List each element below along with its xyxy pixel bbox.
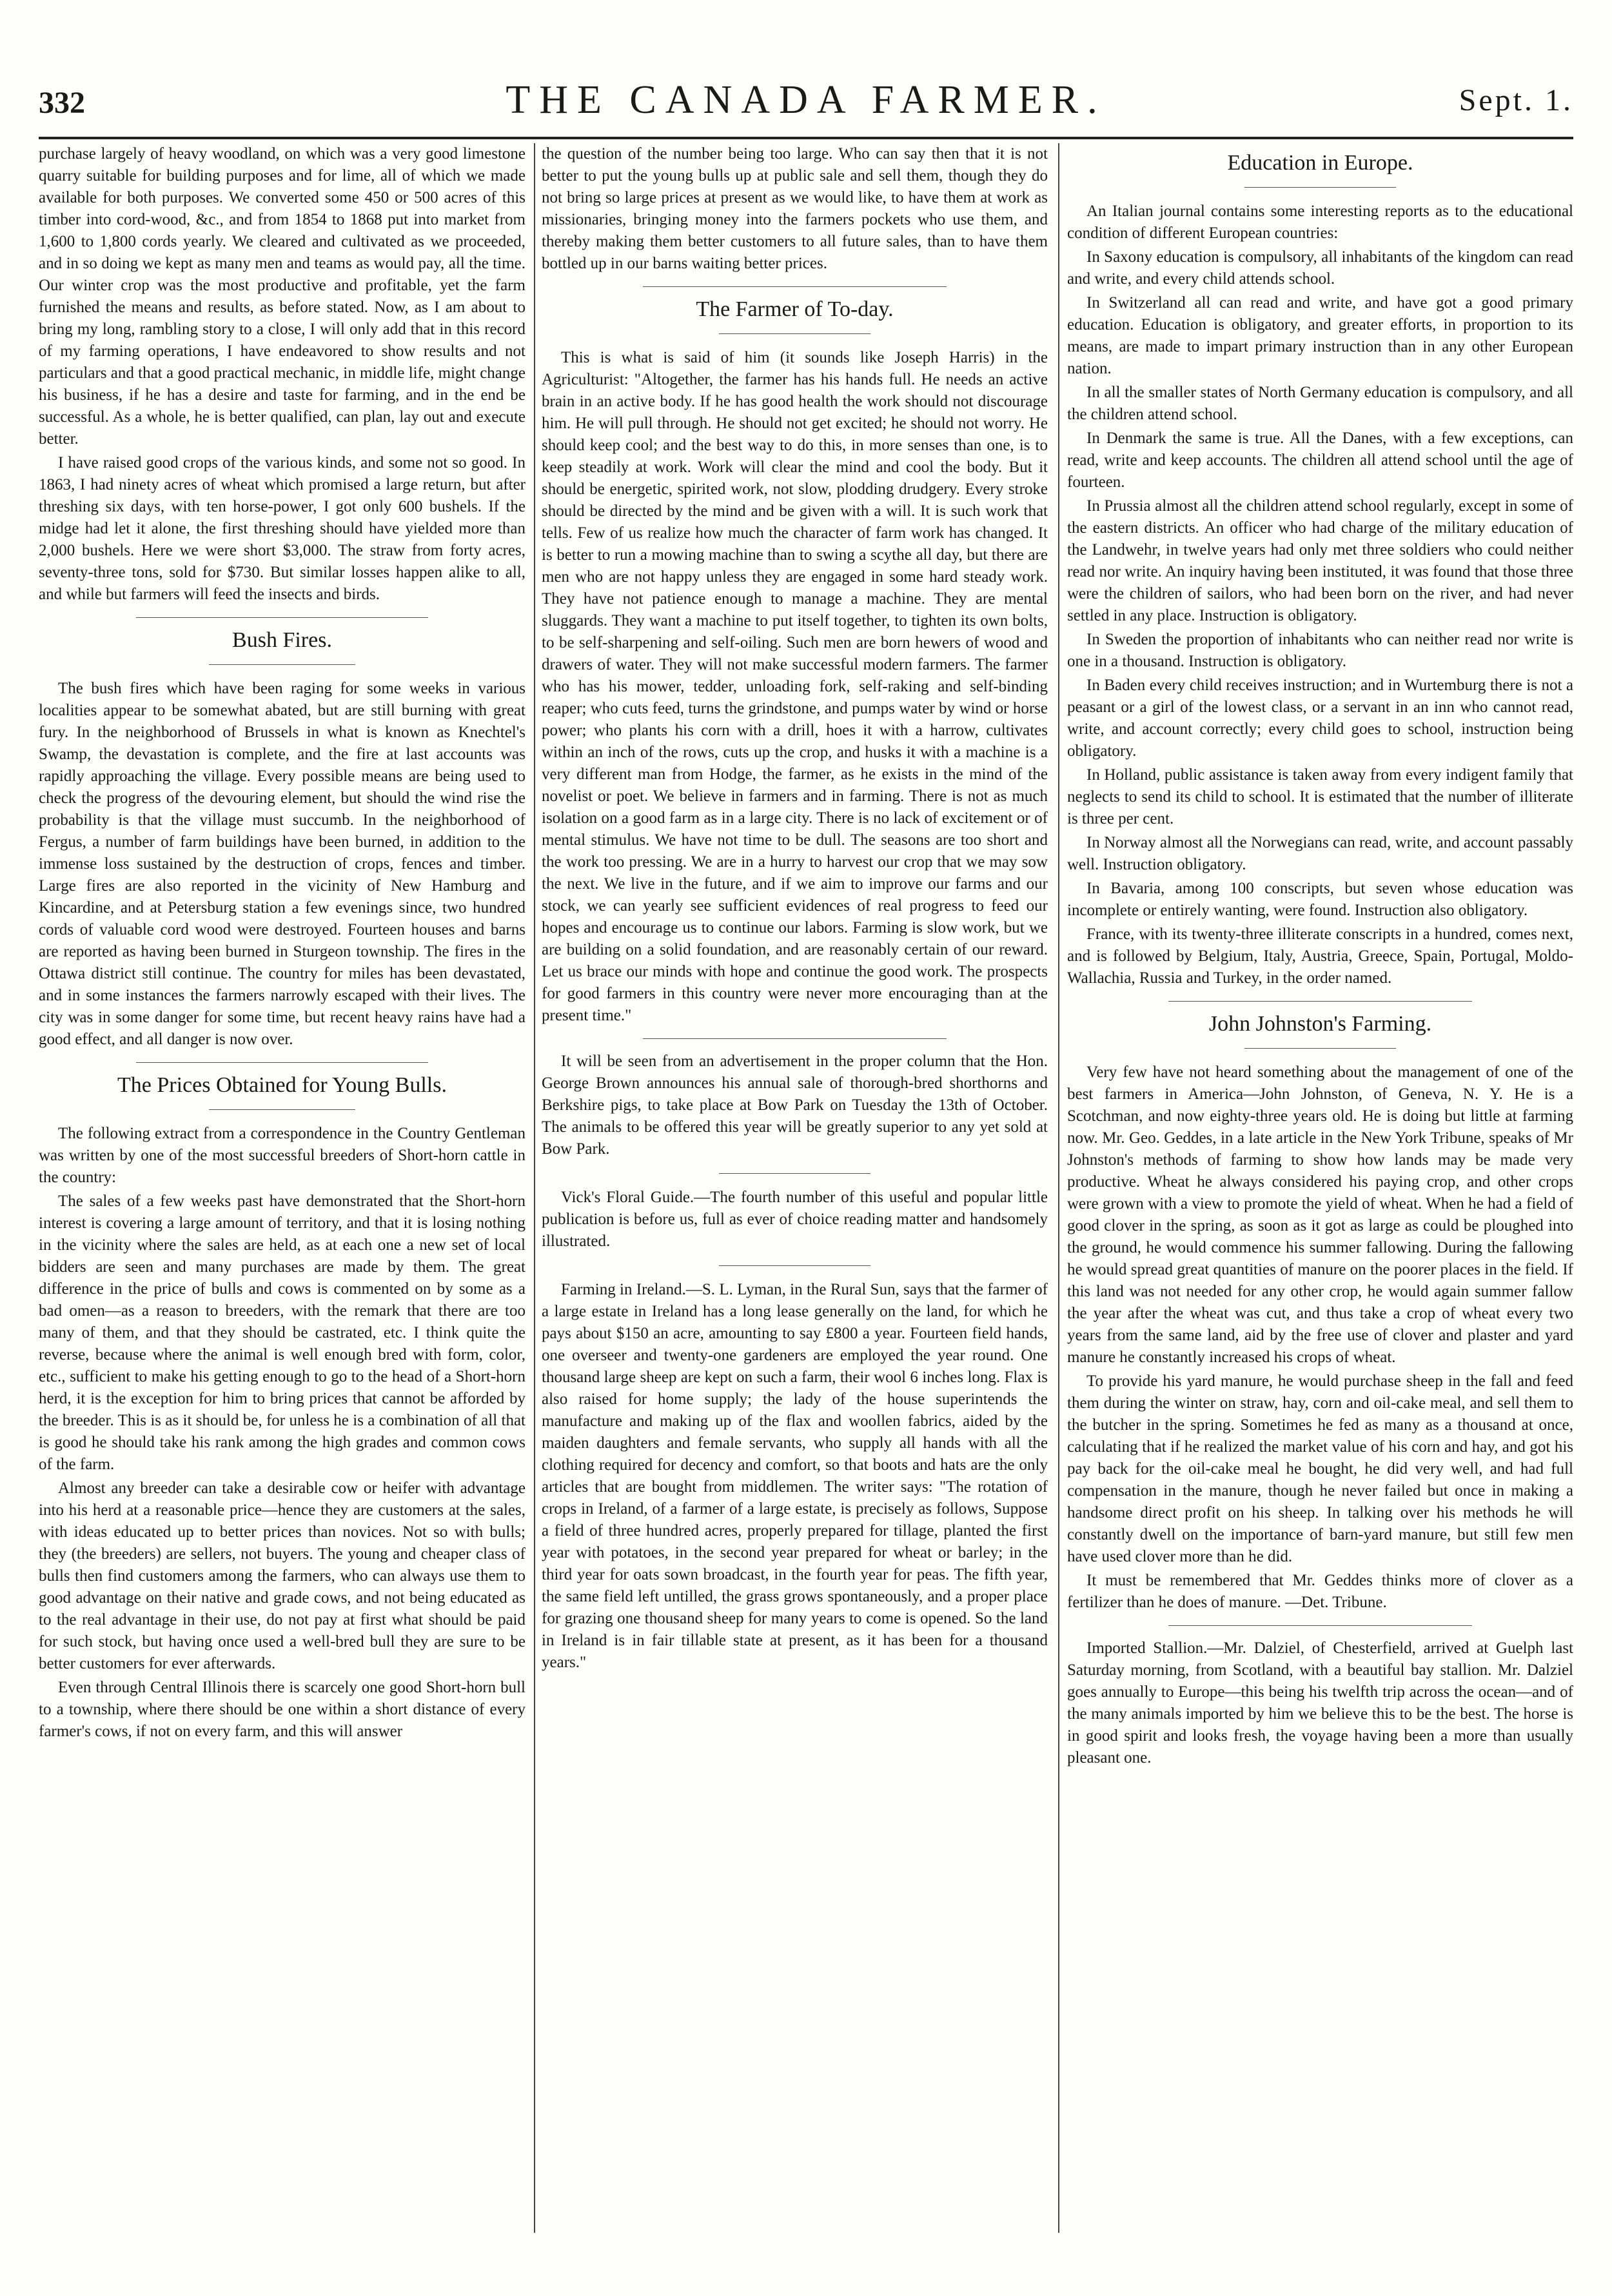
article-paragraph: In Bavaria, among 100 conscripts, but seven whose education was incomplete or entirely wanting, were found. Instruction also obligatory. <box>1067 880 1573 919</box>
header-rule <box>39 137 1573 139</box>
article-divider <box>136 1062 428 1063</box>
article-paragraph: France, with its twenty-three illiterate conscripts in a hundred, comes next, and is followed by Belgium, Italy, Austria, Greece, Spain, Portugal, Moldo-Wallachia, Russia and Turkey, in the order named. <box>1067 925 1573 987</box>
article-paragraph: In all the smaller states of North Germany education is compulsory, and all the children attend school. <box>1067 384 1573 423</box>
article-paragraph: In Norway almost all the Norwegians can read, write, and account passably well. Instruction obligatory. <box>1067 834 1573 873</box>
headline-farmer-of-today: The Farmer of To-day. <box>696 297 894 321</box>
page-number: 332 <box>39 86 85 120</box>
headline-education-in-europe: Education in Europe. <box>1227 151 1413 175</box>
article-paragraph: In Denmark the same is true. All the Danes, with a few exceptions, can read, write and keep accounts. The children all attend school until the age of fourteen. <box>1067 430 1573 491</box>
article-paragraph: The bush fires which have been raging for some weeks in various localities appear to be somewhat abated, but are still burning with great fury. In the neighborhood of Brussels in what is known as Knechtel's Swamp, the devastation is complete, and the fire at last accounts was rapidly approaching the village. Every possible means are being used to check the progress of the devouring element, but should the wind rise the probability is that the village must succumb. In the neighborhood of Fergus, a number of farm buildings have been burned, in addition to the immense loss sustained by the destruction of crops, fences and timber. Large fires are also reported in the vicinity of New Hamburg and Kincardine, and at Petersburg station a few evenings since, two hundred cords of valuable cord wood were destroyed. Fourteen houses and barns are reported as having been burned in Sturgeon township. The fires in the Ottawa district still continue. The country for miles has been devastated, and in some instances the farmers narrowly escaped with their lives. The city was in some danger for some time, but recent heavy rains have had a good effect, and all danger is now over. <box>39 680 526 1048</box>
column-rule <box>534 143 535 2233</box>
article-paragraph: This is what is said of him (it sounds like Joseph Harris) in the Agriculturist: "Altogether, the farmer has his hands full. He needs an active brain in an active body. If he has good health the work should not discourage him. He will pull through. He should not get excited; he should not worry. He should keep cool; and the best way to do this, in more senses than one, is to keep steadily at work. Work will clear the mind and cool the body. But it should be energetic, spirited work, not slow, plodding drudgery. Every stroke should be directed by the mind and be given with a will. It is such work that tells. Few of us realize how much the character of farm work has changed. It is better to run a mowing machine than to swing a scythe all day, but there are men who are not happy unless they are engaged in some hard steady work. They have not patience enough to manage a machine. They are mental sluggards. They want a machine to put itself together, to tighten its own bolts, to be self-sharpening and self-oiling. Such men are born hewers of wood and drawers of water. They will not make successful modern farmers. The farmer who has his mower, tedder, unloading fork, self-raking and self-binding reaper; who cuts feed, turns the grindstone, and pumps water by wind or horse power; who plants his corn with a drill, hoes it with a harrow, cultivates within an inch of the rows, cuts up the crop, and husks it with a machine is a very different man from Hodge, the farmer, as he exists in the mind of the novelist or poet. We believe in farmers and in farming. There is not as much isolation on a good farm as in a large city. There is no lack of excitement or of mental stimulus. We have not time to be dull. The seasons are too short and the work too pressing. We are in a hurry to harvest our crop that we may sow the next. We live in the future, and if we aim to improve our farms and our stock, we can yearly see sufficient evidences of real progress to feed our hopes and encourage us to continue our labors. Farming is slow work, but we are building on a solid foundation, and are reasonably certain of our reward. Let us brace our minds with hope and continue the good work. The prospects for good farmers in this country were never more encouraging than at the present time." <box>542 349 1048 1024</box>
article-paragraph: the question of the number being too large. Who can say then that it is not better to put the young bulls up at public sale and sell them, though they do not bring so large prices at present as we would like, to have them at work as missionaries, bringing money into the farmers pockets who use them, and thereby making them better customers to all future sales, than to have them bottled up in our barns waiting better prices. <box>542 145 1048 272</box>
note-paragraph: Farming in Ireland.—S. L. Lyman, in the Rural Sun, says that the farmer of a large estate in Ireland has a long lease generally on the land, for which he pays about $150 an acre, amounting to say £800 a year. Fourteen field hands, one overseer and twenty-one gardeners are employed the year round. One thousand large sheep are kept on such a farm, their wool 6 inches long. Flax is also raised for home supply; the lady of the house superintends the manufacture and making up of the flax and woollen fabrics, aided by the maiden daughters and female servants, who supply all hands with all the clothing required for decency and comfort, so that boots and hats are the only articles that are bought from middlemen. The writer says: "The rotation of crops in Ireland, of a farmer of a large estate, is precisely as follows, Suppose a field of three hundred acres, properly prepared for tillage, planted the first year with potatoes, in the second year prepared for wheat or barley; in the third year for oats sown broadcast, in the fourth year for peas. The fifth year, the same field left untilled, the grass grows spontaneously, and a proper place for grazing one thousand sheep for many years to come is opened. So the land in Ireland is in fair tillable state at present, as it has been for a thousand years." <box>542 1281 1048 1671</box>
note-paragraph: It will be seen from an advertisement in the proper column that the Hon. George Brown announces his annual sale of thorough-bred shorthorns and Berkshire pigs, to take place at Bow Park on Tuesday the 13th of October. The animals to be offered this year will be greatly superior to any yet sold at Bow Park. <box>542 1053 1048 1158</box>
title-rule <box>209 664 355 665</box>
headline-young-bulls: The Prices Obtained for Young Bulls. <box>117 1073 447 1097</box>
article-paragraph: The following extract from a correspondence in the Country Gentleman was written by one of the most successful breeders of Short-horn cattle in the country: <box>39 1125 526 1186</box>
article-paragraph: purchase largely of heavy woodland, on which was a very good limestone quarry suitable for building purposes and for lime, all of which we made available for both purposes. We converted some 450 or 500 acres of this timber into cord-wood, &c., and from 1854 to 1868 put into market from 1,600 to 1,800 cords yearly. We cleared and cultivated as we proceeded, and in so doing we kept as many men and teams as would pay, all the time. Our winter crop was the most productive and profitable, yet the farm furnished the means and results, as before stated. Now, as I am about to bring my long, rambling story to a close, I will only add that in this record of my farming operations, I have endeavored to show results and not particulars and that a good practical mechanic, in middle life, might change his business, if he has a desire and taste for farming, and in the end be successful. As a whole, he is better qualified, can plan, lay out and execute better. <box>39 145 526 448</box>
title-rule <box>209 1109 355 1110</box>
article-divider <box>1168 1001 1472 1002</box>
article-paragraph: Almost any breeder can take a desirable cow or heifer with advantage into his herd at a reasonable price—hence they are customers at the sales, with ideas educated up to better prices than novices. Not so with bulls; they (the breeders) are sellers, not buyers. The young and cheaper class of bulls then find customers among the farmers, who can always use them to good advantage on their native and grade cows, and not being educated as to the real advantage in their use, do not pay at first what should be paid for such stock, but having once used a well-bred bull they are sure to be better customers for ever afterwards. <box>39 1480 526 1672</box>
article-paragraph: An Italian journal contains some interesting reports as to the educational condition of different European countries: <box>1067 203 1573 242</box>
column-rule <box>1058 143 1059 2233</box>
article-paragraph: In Switzerland all can read and write, and have got a good primary education. Education is obligatory, and greater efforts, in proportion to its means, are made to impart primary instruction than in any other European nation. <box>1067 294 1573 377</box>
article-paragraph: In Sweden the proportion of inhabitants who can neither read nor write is one in a thousand. Instruction is obligatory. <box>1067 631 1573 670</box>
article-divider <box>1168 1625 1472 1626</box>
title-rule <box>719 333 871 334</box>
article-paragraph: In Saxony education is compulsory, all inhabitants of the kingdom can read and write, and every child attends school. <box>1067 248 1573 288</box>
note-divider <box>719 1173 871 1174</box>
article-paragraph: In Holland, public assistance is taken away from every indigent family that neglects to send its child to school. It is estimated that the number of illiterate is three per cent. <box>1067 766 1573 827</box>
article-paragraph: Very few have not heard something about the management of one of the best farmers in America—John Johnston, of Geneva, N. Y. He is a Scotchman, and now eighty-three years old. He is doing but little at farming now. Mr. Geo. Geddes, in a late article in the New York Tribune, speaks of Mr Johnston's methods of farming to show how lands may be made very productive. Wheat he always considered his paying crop, and other crops were grown with a view to promote the yield of wheat. When he had a field of good clover in the spring, as soon as it got as large as could be ploughed into the ground, he would commence his summer fallowing. During the fallowing he would spread great quantities of manure on the poorer places in the field. If this land was not needed for any other crop, he would again summer fallow the year after the wheat was cut, and thus take a crop of wheat every two years from the same land, aid by the free use of clover and plaster and yard manure he constantly increased his crops of wheat. <box>1067 1064 1573 1366</box>
headline-john-johnston: John Johnston's Farming. <box>1208 1012 1432 1036</box>
note-divider <box>719 1265 871 1266</box>
article-paragraph: In Prussia almost all the children attend school regularly, except in some of the eastern districts. An officer who had charge of the military education of the Landwehr, in twelve years had only met three soldiers who could neither read nor write. An inquiry having been instituted, it was found that those three were the children of sailors, who had been born on the river, and had never settled in any place. Instruction is obligatory. <box>1067 497 1573 624</box>
article-paragraph: To provide his yard manure, he would purchase sheep in the fall and feed them during the winter on straw, hay, corn and oil-cake meal, and sell them to the butcher in the spring. Sometimes he fed as many as a thousand at once, calculating that if he realized the market value of his corn and hay, and got his pay back for the oil-cake meal he bought, he did very well, and had full compensation in the manure, though he never failed but once in making a handsome direct profit on his sheep. In talking over his methods he will constantly dwell on the importance of barn-yard manure, but still few men have used clover more than he did. <box>1067 1372 1573 1565</box>
title-rule <box>1244 187 1397 188</box>
article-paragraph: The sales of a few weeks past have demonstrated that the Short-horn interest is covering a large amount of territory, and that it is losing nothing in the vicinity where the sales are held, as at each one a new set of local bidders are seen and many purchases are made by them. The great difference in the price of bulls and cows is commented on by some as a bad omen—as a reason to breeders, with the remark that there are too many of them, and that they should be castrated, etc. I think quite the reverse, because where the animal is well enough bred with form, color, etc., sufficient to make his getting enough to go to the head of a Short-horn herd, it is the exception for him to bring prices that cannot be afforded by the breeder. This is as it should be, for unless he is a combination of all that is good he should take his rank among the high grades and common cows of the farm. <box>39 1193 526 1473</box>
column-2 <box>542 143 1048 2233</box>
note-paragraph: Imported Stallion.—Mr. Dalziel, of Chesterfield, arrived at Guelph last Saturday morning, from Scotland, with a beautiful bay stallion. Mr. Dalziel goes annually to Europe—this being his twelfth trip across the ocean—and of the many animals imported by him we believe this to be the best. The horse is in good spirit and looks fresh, the voyage having been a more than usually pleasant one. <box>1067 1639 1573 1767</box>
title-rule <box>1244 1048 1397 1049</box>
article-divider <box>643 286 947 287</box>
article-divider <box>136 617 428 618</box>
article-paragraph: It must be remembered that Mr. Geddes thinks more of clover as a fertilizer than he does of manure. —Det. Tribune. <box>1067 1572 1573 1611</box>
note-paragraph: Vick's Floral Guide.—The fourth number of this useful and popular little publication is before us, full as ever of choice reading matter and handsomely illustrated. <box>542 1189 1048 1250</box>
article-paragraph: I have raised good crops of the various kinds, and some not so good. In 1863, I had ninety acres of wheat which promised a large return, but after threshing six days, with ten horse-power, I got only 600 bushels. If the midge had let it alone, the first threshing should have yielded more than 2,000 bushels. Here we were short $3,000. The straw from forty acres, seventy-three tons, sold for $730. But similar losses happen alike to all, and while but farmers will feed the insects and birds. <box>39 454 526 603</box>
article-paragraph: In Baden every child receives instruction; and in Wurtemburg there is not a peasant or a girl of the lowest class, or a servant in an inn who cannot read, write, and account correctly; every child goes to school, instruction being obligatory. <box>1067 677 1573 760</box>
article-paragraph: Even through Central Illinois there is scarcely one good Short-horn bull to a township, where there should be one within a short distance of every farmer's cows, if not on every farm, and this will answer <box>39 1679 526 1740</box>
issue-date: Sept. 1. <box>1459 83 1573 117</box>
masthead: THE CANADA FARMER. <box>506 78 1106 122</box>
headline-bush-fires: Bush Fires. <box>232 628 332 652</box>
column-3 <box>1067 143 1573 2233</box>
article-divider <box>643 1038 947 1039</box>
page-header <box>39 72 1573 130</box>
column-1 <box>39 143 526 2233</box>
